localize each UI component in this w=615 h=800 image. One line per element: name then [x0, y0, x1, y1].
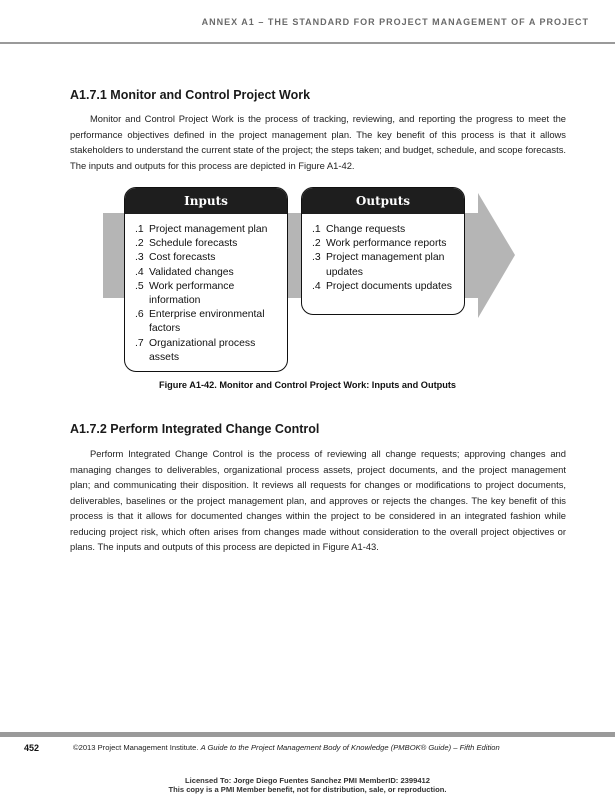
input-item-text: Project management plan — [149, 224, 268, 235]
input-item-number: .5 — [135, 280, 144, 292]
output-item-text: Project documents updates — [326, 280, 452, 292]
section-paragraph-monitor-control: Monitor and Control Project Work is the process of tracking, reviewing, and reporting the progress to meet the performance objectives defined in the project management plan. The key benefit of this process is that it allows stakeholders to understand the current state of the project; the steps taken; and budget, schedule, and scope forecasts. The inputs and outputs for this process are depicted in Figure A1-42. — [70, 113, 566, 171]
input-item-number: .3 — [135, 252, 144, 264]
input-item — [135, 251, 281, 265]
input-item — [135, 280, 281, 308]
input-item-number: .7 — [135, 337, 144, 349]
input-item-number: .2 — [135, 238, 144, 250]
page-number: 452 — [24, 743, 40, 753]
header-title: ANNEX A1 – THE STANDARD FOR PROJECT MANAGEMENT OF A PROJECT — [201, 17, 589, 27]
outputs-box — [301, 187, 465, 315]
footer-copyright: ©2013 Project Management Institute. — [73, 743, 199, 752]
running-header — [0, 0, 615, 44]
output-item-number: .2 — [312, 238, 321, 250]
license-line-2: This copy is a PMI Member benefit, not for distribution, sale, or reproduction. — [168, 785, 447, 794]
inputs-title: Inputs — [125, 188, 287, 214]
footer-book-title: A Guide to the Project Management Body of Knowledge (PMBOK® Guide) – Fifth Edition — [200, 743, 500, 752]
section-paragraph-change-control: Perform Integrated Change Control is the process of reviewing all change requests; approving changes and managing changes to deliverables, organizational process assets, project documents, and the project management plan; and communicating their disposition. It reviews all requests for changes or modifications to project documents, deliverables, baselines or the project management plan, and approves or rejects the changes. The key benefit of this process is that it allows for documented changes within the project to be considered in an integrated fashion while reducing project risk, which often arises from changes made without consideration to the overall project objectives or plans. The inputs and outputs of this process are depicted in Figure A1-43. — [70, 448, 566, 552]
output-item — [312, 280, 458, 294]
output-item-number: .4 — [312, 280, 321, 292]
input-item-text: Schedule forecasts — [149, 238, 238, 250]
footer-rule — [0, 732, 615, 737]
section-heading-change-control: A1.7.2 Perform Integrated Change Control — [70, 422, 320, 436]
output-item-text: Work performance reports — [326, 238, 447, 250]
input-item-number: .6 — [135, 309, 144, 321]
footer-citation — [73, 743, 500, 752]
output-item — [312, 237, 458, 251]
input-item-text: Organizational process assets — [149, 337, 256, 363]
license-notice — [0, 776, 615, 794]
inputs-list — [125, 214, 287, 365]
license-line-1: Licensed To: Jorge Diego Fuentes Sanchez PMI MemberID: 2399412 — [184, 776, 431, 785]
input-item — [135, 223, 281, 237]
inputs-box — [124, 187, 288, 372]
input-item-text: Work performance information — [149, 280, 235, 307]
output-item-number: .3 — [312, 252, 321, 264]
input-item-number: .1 — [135, 224, 144, 235]
outputs-title: Outputs — [302, 188, 464, 214]
input-item — [135, 266, 281, 280]
output-item — [312, 223, 458, 237]
section-heading-monitor-control: A1.7.1 Monitor and Control Project Work — [70, 88, 311, 102]
input-item — [135, 308, 281, 336]
figure-caption: Figure A1-42. Monitor and Control Project Work: Inputs and Outputs — [158, 380, 457, 390]
input-item-number: .4 — [135, 266, 144, 278]
input-item-text: Enterprise environmental factors — [149, 309, 265, 335]
input-item — [135, 337, 281, 365]
input-item — [135, 237, 281, 251]
output-item-text: Change requests — [326, 224, 406, 235]
outputs-list — [302, 214, 464, 294]
output-item — [312, 251, 458, 279]
output-item-number: .1 — [312, 224, 321, 235]
output-item-text: Project management plan updates — [326, 252, 445, 278]
input-item-text: Validated changes — [149, 266, 234, 278]
input-item-text: Cost forecasts — [149, 252, 216, 264]
